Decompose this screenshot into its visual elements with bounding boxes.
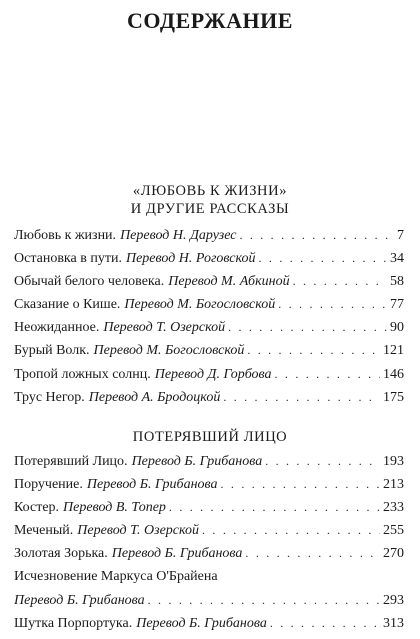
entry-page-number: 90 xyxy=(390,320,404,336)
entry-translator: Перевод Н. Дарузес xyxy=(120,228,237,243)
section-heading-line: ПОТЕРЯВШИЙ ЛИЦО xyxy=(132,429,288,445)
entry-translator: Перевод Б. Грибанова xyxy=(136,615,267,631)
entry-page-number: 146 xyxy=(383,366,404,382)
toc-entry[interactable] xyxy=(14,320,404,343)
dot-leader xyxy=(245,546,380,561)
entry-translator: Перевод Б. Грибанова xyxy=(131,454,263,469)
entry-page-number: 175 xyxy=(383,389,404,405)
entry-title: Тропой ложных солнц. xyxy=(14,366,151,382)
entry-title: Сказание о Кише. xyxy=(14,297,121,313)
toc-entry[interactable] xyxy=(14,593,404,616)
entry-title: Остановка в пути. xyxy=(14,251,122,267)
toc-list-section-2 xyxy=(14,454,404,639)
entry-translator: Перевод М. Богословской xyxy=(93,343,245,359)
dot-leader xyxy=(270,616,380,631)
page-title: СОДЕРЖАНИЕ xyxy=(127,8,293,33)
section-heading-lost-face xyxy=(0,428,420,446)
toc-entry[interactable] xyxy=(14,228,404,251)
entry-page-number: 270 xyxy=(383,546,404,562)
dot-leader xyxy=(278,297,387,312)
entry-page-number: 121 xyxy=(383,343,404,359)
dot-leader xyxy=(202,523,380,538)
dot-leader xyxy=(221,477,380,492)
dot-leader xyxy=(247,343,380,358)
entry-translator: Перевод Н. Роговской xyxy=(125,251,256,267)
toc-entry[interactable] xyxy=(14,251,404,274)
dot-leader xyxy=(265,454,380,469)
entry-translator: Перевод Б. Грибанова xyxy=(86,477,218,493)
entry-translator: Перевод Б. Грибанова xyxy=(111,546,243,562)
entry-title: Костер. xyxy=(14,500,60,516)
entry-title: Шутка Порпортука. xyxy=(14,615,133,631)
toc-entry[interactable] xyxy=(14,523,404,546)
entry-page-number: 255 xyxy=(383,523,404,539)
section-heading-love-of-life xyxy=(0,182,420,218)
entry-translator: Перевод В. Топер xyxy=(63,500,166,516)
entry-title: Обычай белого человека. xyxy=(14,274,165,290)
entry-title: Трус Негор. xyxy=(14,389,85,405)
toc-entry-title-line[interactable] xyxy=(14,569,404,592)
entry-translator: Перевод М. Абкиной xyxy=(168,274,290,290)
toc-entry[interactable] xyxy=(14,390,404,413)
entry-translator: Перевод Б. Грибанова xyxy=(14,592,145,608)
toc-entry[interactable] xyxy=(14,477,404,500)
entry-title: Исчезновение Маркуса О'Брайена xyxy=(14,569,218,585)
entry-page-number: 293 xyxy=(383,592,404,608)
entry-translator: Перевод Т. Озерской xyxy=(77,523,200,539)
toc-entry[interactable] xyxy=(14,546,404,569)
toc-entry[interactable] xyxy=(14,343,404,366)
entry-page-number: 58 xyxy=(390,274,404,290)
entry-page-number: 193 xyxy=(383,454,404,469)
entry-translator: Перевод Т. Озерской xyxy=(103,320,226,336)
toc-list-section-1 xyxy=(14,228,404,413)
toc-entry[interactable] xyxy=(14,500,404,523)
toc-entry[interactable] xyxy=(14,297,404,320)
toc-entry[interactable] xyxy=(14,454,404,477)
dot-leader xyxy=(148,593,380,608)
entry-title: Потерявший Лицо. xyxy=(14,454,128,469)
dot-leader xyxy=(259,251,387,266)
section-heading-line: И ДРУГИЕ РАССКАЗЫ xyxy=(130,201,290,217)
entry-title: Бурый Волк. xyxy=(14,343,90,359)
toc-entry[interactable] xyxy=(14,616,404,639)
dot-leader xyxy=(223,390,380,405)
entry-page-number: 313 xyxy=(383,615,404,631)
entry-title: Меченый. xyxy=(14,523,74,539)
dot-leader xyxy=(169,500,380,515)
entry-page-number: 34 xyxy=(390,251,404,267)
entry-page-number: 7 xyxy=(397,228,404,243)
entry-page-number: 213 xyxy=(383,477,404,493)
entry-title: Любовь к жизни. xyxy=(14,228,117,243)
section-heading-line: «ЛЮБОВЬ К ЖИЗНИ» xyxy=(132,183,288,199)
dot-leader xyxy=(239,228,394,243)
entry-page-number: 233 xyxy=(383,500,404,516)
entry-title: Поручение. xyxy=(14,477,83,493)
toc-entry[interactable] xyxy=(14,367,404,390)
entry-translator: Перевод М. Богословской xyxy=(124,297,276,313)
toc-entry[interactable] xyxy=(14,274,404,297)
entry-translator: Перевод Д. Горбова xyxy=(154,366,272,382)
entry-page-number: 77 xyxy=(390,297,404,313)
dot-leader xyxy=(275,367,380,382)
entry-translator: Перевод А. Бродоцкой xyxy=(88,389,221,405)
entry-title: Золотая Зорька. xyxy=(14,546,108,562)
entry-title: Неожиданное. xyxy=(14,320,100,336)
dot-leader xyxy=(293,274,387,289)
dot-leader xyxy=(228,320,387,335)
